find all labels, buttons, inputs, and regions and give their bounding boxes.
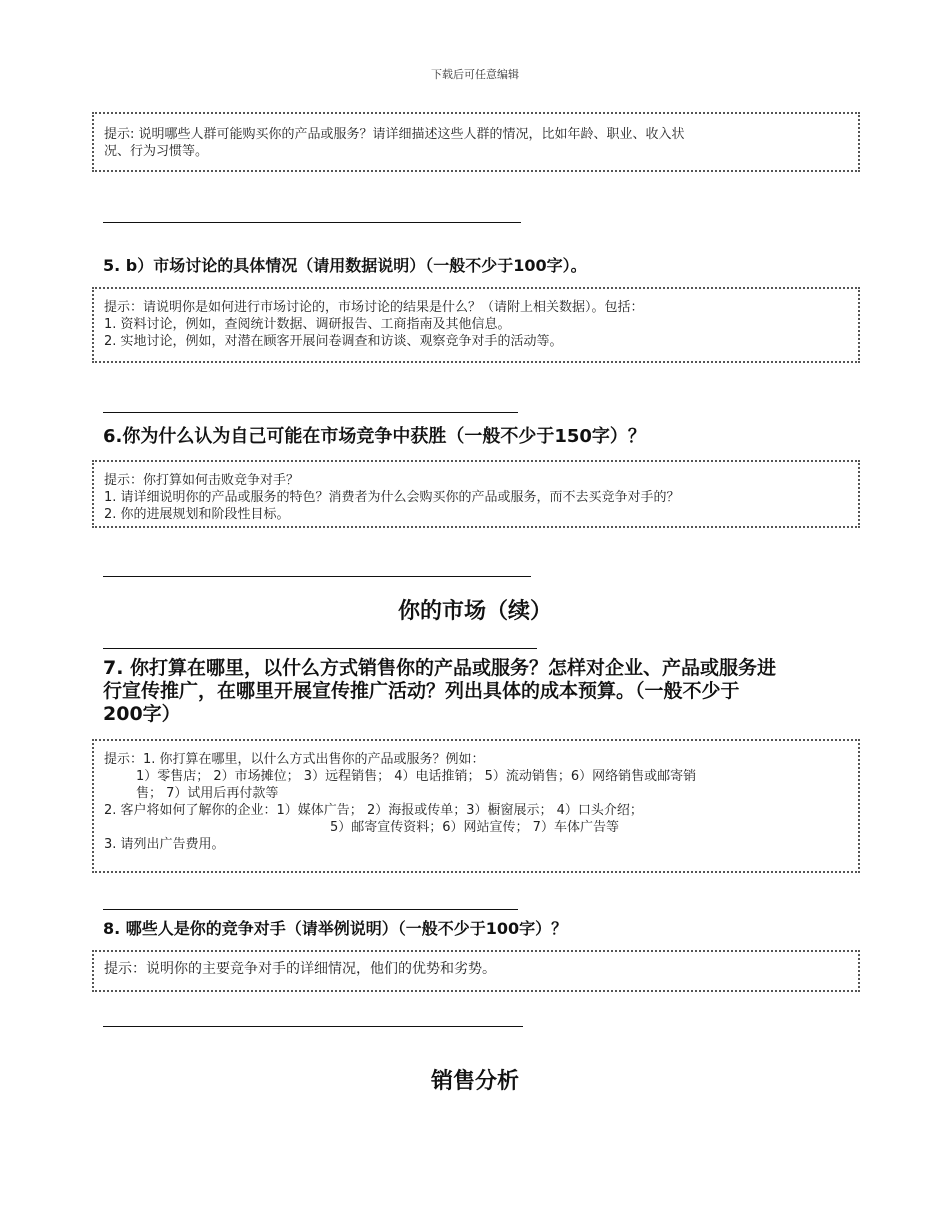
answer-line: [103, 576, 531, 577]
answer-line: [103, 1026, 523, 1027]
section-title-market-cont: 你的市场（续）: [397, 599, 552, 624]
hint-line: 2. 你的进展规划和阶段性目标。: [104, 507, 290, 522]
hint-line: 提示：你打算如何击败竞争对手？: [104, 473, 300, 488]
hint-box-competition: [92, 460, 860, 528]
hint-box-target-customers: [92, 112, 860, 172]
question-7-line: 行宣传推广，在哪里开展宣传推广活动？列出具体的成本预算。（一般不少于: [103, 680, 740, 702]
answer-line: [103, 222, 521, 223]
hint-line: 5）邮寄宣传资料；6）网站宣传； 7）车体广告等: [330, 820, 619, 835]
hint-line: 3. 请列出广告费用。: [104, 837, 225, 852]
question-7-line: 7. 你打算在哪里，以什么方式销售你的产品或服务？怎样对企业、产品或服务进: [103, 657, 777, 679]
answer-line: [103, 412, 518, 413]
hint-line: 提示：请说明你是如何进行市场讨论的，市场讨论的结果是什么？（请附上相关数据）。包括：: [104, 300, 644, 315]
question-6-title: 6.你为什么认为自己可能在市场竞争中获胜（一般不少于150字）？: [103, 426, 646, 447]
hint-line: 1）零售店； 2）市场摊位； 3）远程销售； 4）电话推销； 5）流动销售；6）网络销售或邮寄销: [136, 769, 697, 784]
hint-line: 1. 资料讨论，例如，查阅统计数据、调研报告、工商指南及其他信息。: [104, 317, 511, 332]
question-7-line: 200字）: [103, 703, 181, 725]
hint-box-competitors: [92, 950, 860, 992]
hint-line: 提示：说明你的主要竞争对手的详细情况，他们的优势和劣势。: [104, 961, 496, 977]
hint-line: 1. 请详细说明你的产品或服务的特色？消费者为什么会购买你的产品或服务，而不去买竞争对手的？: [104, 490, 680, 505]
answer-line: [103, 909, 518, 910]
hint-box-market-research: [92, 287, 860, 363]
hint-box-sales-promotion: [92, 739, 860, 873]
page-header: 下载后可任意编辑: [431, 68, 519, 81]
hint-line: 售； 7）试用后再付款等: [136, 786, 279, 801]
hint-line: 2. 客户将如何了解你的企业：1）媒体广告； 2）海报或传单；3）橱窗展示； 4）口头介绍；: [104, 803, 643, 818]
answer-line: [103, 648, 537, 649]
hint-line: 提示：1. 你打算在哪里，以什么方式出售你的产品或服务？例如：: [104, 752, 485, 767]
question-8-title: 8. 哪些人是你的竞争对手（请举例说明）（一般不少于100字）？: [103, 919, 568, 938]
hint-line: 提示: 说明哪些人群可能购买你的产品或服务？请详细描述这些人群的情况，比如年龄、职业、收入状: [104, 127, 685, 142]
hint-line: 2. 实地讨论，例如，对潜在顾客开展问卷调查和访谈、观察竞争对手的活动等。: [104, 334, 563, 349]
hint-line: 况、行为习惯等。: [104, 144, 209, 159]
question-5b-title: 5. b）市场讨论的具体情况（请用数据说明）（一般不少于100字）。: [103, 256, 587, 275]
section-title-sales-analysis: 销售分析: [430, 1069, 519, 1094]
question-7-title: [103, 657, 868, 726]
